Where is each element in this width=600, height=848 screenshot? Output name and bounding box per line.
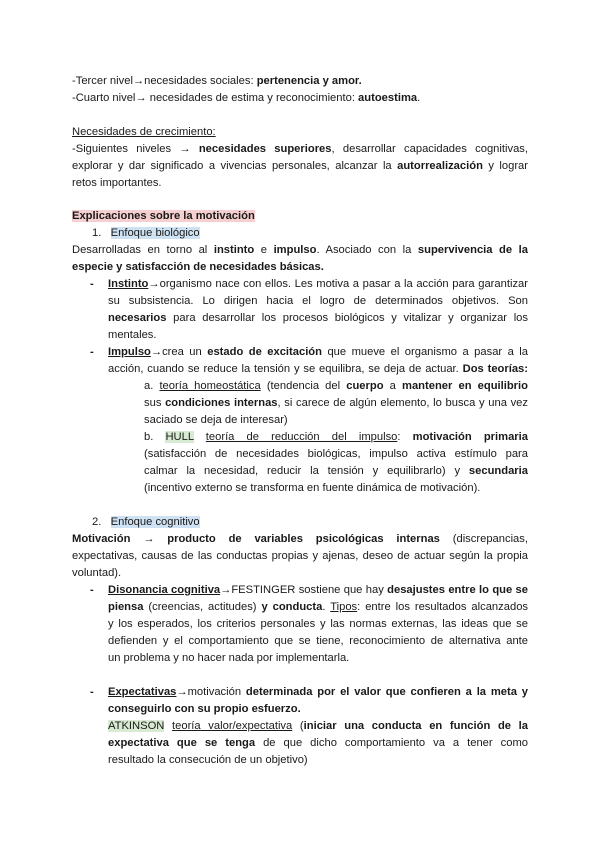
expectativas-line-3: ATKINSON teoría valor/expectativa (iniciar una conducta en función de la <box>108 720 528 732</box>
impulso-line-2: acción, cuando se reduce la tensión y se equilibra, se deja de actuar. Dos teorías: <box>108 363 529 375</box>
disonancia-line-2: piensa (creencias, actitudes) y conducta. Tipos: entre los resultados alcanzados <box>108 601 529 613</box>
instinto-line-2: su subsistencia. Lo dirigen hacia el logro de determinados objetivos. Son <box>108 295 528 307</box>
disonancia-line-4: defienden y el comportamiento que se tiene, reconocimiento de alternativa ante <box>108 635 528 647</box>
teoria-b-line-3: calmar la necesidad, reducir la tensión y equilibrarlo) y secundaria <box>144 465 528 477</box>
crecimiento-line-1: -Siguientes niveles → necesidades superiores, desarrollar capacidades cognitivas, <box>72 143 528 155</box>
disonancia-line-5: un problema y no hacer nada por implementarla. <box>108 652 350 664</box>
instinto-line-3: necesarios para desarrollar los procesos biológicos y vitalizar y organizar los <box>108 312 528 324</box>
instinto-line-1: Instinto→organismo nace con ellos. Les motiva a pasar a la acción para garantizar <box>108 278 528 290</box>
expectativas-line-5: resultado la consecución de un objetivo) <box>108 754 308 766</box>
teoria-b-line-4: (incentivo externo se transforma en fuente dinámica de motivación). <box>144 482 481 494</box>
biologico-intro-line-1: Desarrolladas en torno al instinto e impulso. Asociado con la supervivencia de la <box>72 244 528 256</box>
instinto-line-4: mentales. <box>108 329 157 341</box>
crecimiento-line-3: retos importantes. <box>72 177 162 189</box>
bullet-dash: - <box>90 278 94 290</box>
biologico-intro-line-2: especie y satisfacción de necesidades básicas. <box>72 261 324 273</box>
cognitivo-line-3: voluntad). <box>72 567 122 579</box>
crecimiento-heading: Necesidades de crecimiento: <box>72 126 216 138</box>
teoria-b-line-1: b. HULL teoría de reducción del impulso: motivación primaria <box>144 431 528 443</box>
explicaciones-heading: Explicaciones sobre la motivación <box>72 210 255 222</box>
tercer-nivel-line: -Tercer nivel→necesidades sociales: pertenencia y amor. <box>72 75 362 87</box>
cognitivo-line-2: expectativas, causas de las conductas propias y ajenas, deseo de actuar según la propia <box>72 550 528 562</box>
expectativas-line-4: expectativa que se tenga de que dicho comportamiento va a tener como <box>108 737 528 749</box>
bullet-dash: - <box>90 584 94 596</box>
teoria-b-line-2: (satisfacción de necesidades biológicas, impulso activa estímulo para <box>144 448 528 460</box>
bullet-dash: - <box>90 686 94 698</box>
teoria-a-line-2: sus condiciones internas, si carece de algún elemento, lo busca y una vez <box>144 397 528 409</box>
enfoque-cognitivo-item: 2. Enfoque cognitivo <box>92 516 200 528</box>
impulso-line-1: Impulso→crea un estado de excitación que mueve el organismo a pasar a la <box>108 346 528 358</box>
enfoque-biologico-item: 1. Enfoque biológico <box>92 227 200 239</box>
disonancia-line-1: Disonancia cognitiva→FESTINGER sostiene que hay desajustes entre lo que se <box>108 584 529 596</box>
cognitivo-line-1: Motivación → producto de variables psicológicas internas (discrepancias, <box>72 533 528 545</box>
teoria-a-line-1: a. teoría homeostática (tendencia del cuerpo a mantener en equilibrio <box>144 380 528 392</box>
bullet-dash: - <box>90 346 94 358</box>
expectativas-line-1: Expectativas→motivación determinada por el valor que confieren a la meta y <box>108 686 528 698</box>
crecimiento-line-2: explorar y dar significado a vivencias personales, alcanzar la autorrealización y lograr <box>72 160 528 172</box>
expectativas-line-2: conseguirlo con su propio esfuerzo. <box>108 703 301 715</box>
cuarto-nivel-line: -Cuarto nivel→ necesidades de estima y reconocimiento: autoestima. <box>72 92 421 104</box>
teoria-a-line-3: saciado se deja de interesar) <box>144 414 288 426</box>
disonancia-line-3: y los esperados, los criterios personales y las normas externas, las ideas que se <box>108 618 528 630</box>
